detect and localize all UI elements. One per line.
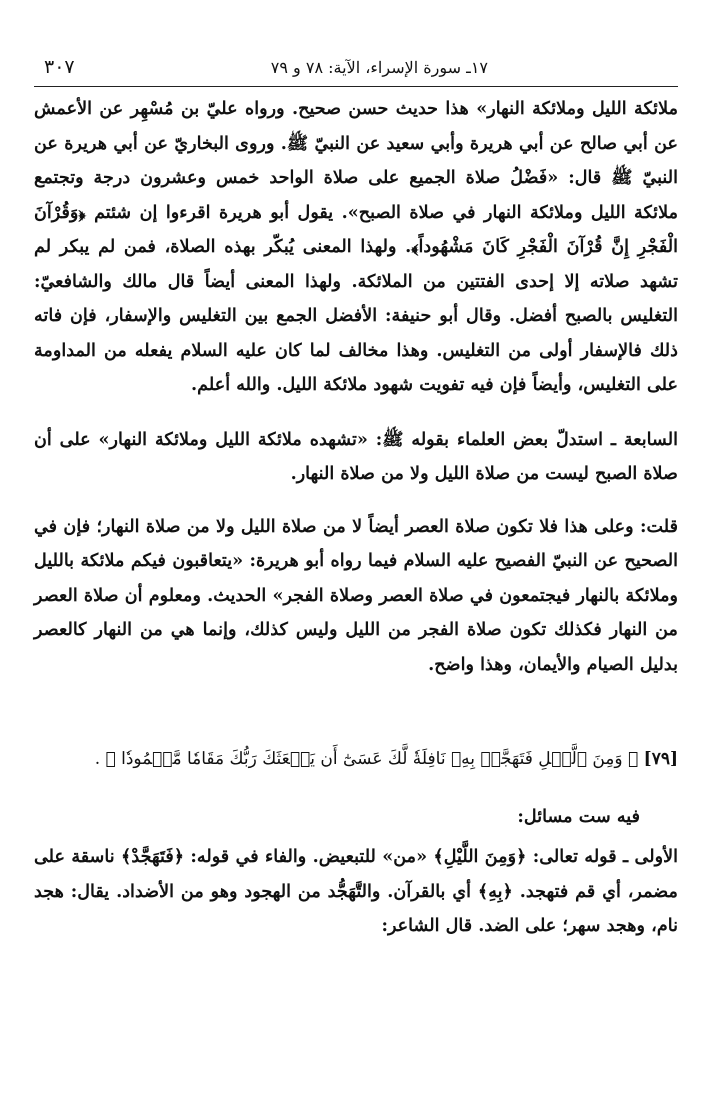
book-page [34,52,678,1082]
running-header [34,52,678,87]
paragraph-hadith-commentary: ملائكة الليل وملائكة النهار» هذا حديث حسن صحيح. ورواه عليّ بن مُسْهِر عن الأعمش عن أبي صالح عن أبي هريرة وأبي سعيد عن النبيّ ﷺ. وروى البخاريّ عن أبي هريرة عن النبيّ ﷺ قال: «فَضْلُ صلاة الجميع على صلاة الواحد خمس وعشرون درجة وتجتمع ملائكة الليل وملائكة النهار في صلاة الصبح». يقول أبو هريرة اقرءوا إن شئتم ﴿وَقُرْآنَ الْفَجْرِ إِنَّ قُرْآنَ الْفَجْرِ كَانَ مَشْهُوداً﴾. ولهذا المعنى يُبكّر بهذه الصلاة، فمن لم يبكر لم تشهد صلاته إلا إحدى الفتتين من الملائكة. ولهذا المعنى أيضاً قال مالك والشافعيّ: التغليس بالصبح أفضل. وقال أبو حنيفة: الأفضل الجمع بين التغليس والإسفار، فإن فاته ذلك فالإسفار أولى من التغليس. وهذا مخالف لما كان عليه السلام يفعله من المداومة على التغليس، وأيضاً فإن فيه تفويت شهود ملائكة الليل. والله أعلم. [34,98,678,395]
chapter-title: ١٧ـ سورة الإسراء، الآية: ٧٨ و ٧٩ [270,58,488,77]
paragraph-author-note: قلت: وعلى هذا فلا تكون صلاة العصر أيضاً لا من صلاة الليل ولا من صلاة النهار؛ فإن في الصحيح عن النبيّ الفصيح عليه السلام فيما رواه أبو هريرة: «يتعاقبون فيكم ملائكة بالليل وملائكة بالنهار فيجتمعون في صلاة العصر وصلاة الفجر» الحديث. ومعلوم أن صلاة العصر من النهار فكذلك تكون صلاة الفجر من الليل وليس كذلك، وإنما هي من النهار كالعصر بدليل الصيام والأيمان، وهذا واضح. [34,515,678,675]
verse-number: [٧٩] [643,749,678,769]
page-number: ٣٠٧ [44,56,75,78]
verse-text: ﴿ وَمِنَ ٱلَّيۡلِ فَتَهَجَّدۡ بِهِۦ نَافِلَةٗ لَّكَ عَسَىٰٓ أَن يَبۡعَثَكَ رَبُّكَ مَقَامٗا مَّحۡمُودٗا ﴾ . [94,749,639,769]
paragraph-seventh-issue: السابعة ـ استدلّ بعض العلماء بقوله ﷺ: «تشهده ملائكة الليل وملائكة النهار» على أن صلاة الصبح ليست من صلاة الليل ولا من صلاة النهار. [34,428,678,484]
section-subheading: فيه ست مسائل: [517,806,640,827]
paragraph-first-issue: الأولى ـ قوله تعالى: ﴿وَمِنَ اللَّيْلِ﴾ «من» للتبعيض. والفاء في قوله: ﴿فَتَهَجَّدْ﴾ ناسقة على مضمر، أي قم فتهجد. ﴿بِهِ﴾ أي بالقرآن. والتَّهَجُّد من الهجود وهو من الأضداد. يقال: هجد نام، وهجد سهر؛ على الضد. قال الشاعر: [34,846,678,936]
quran-verse [34,742,678,776]
